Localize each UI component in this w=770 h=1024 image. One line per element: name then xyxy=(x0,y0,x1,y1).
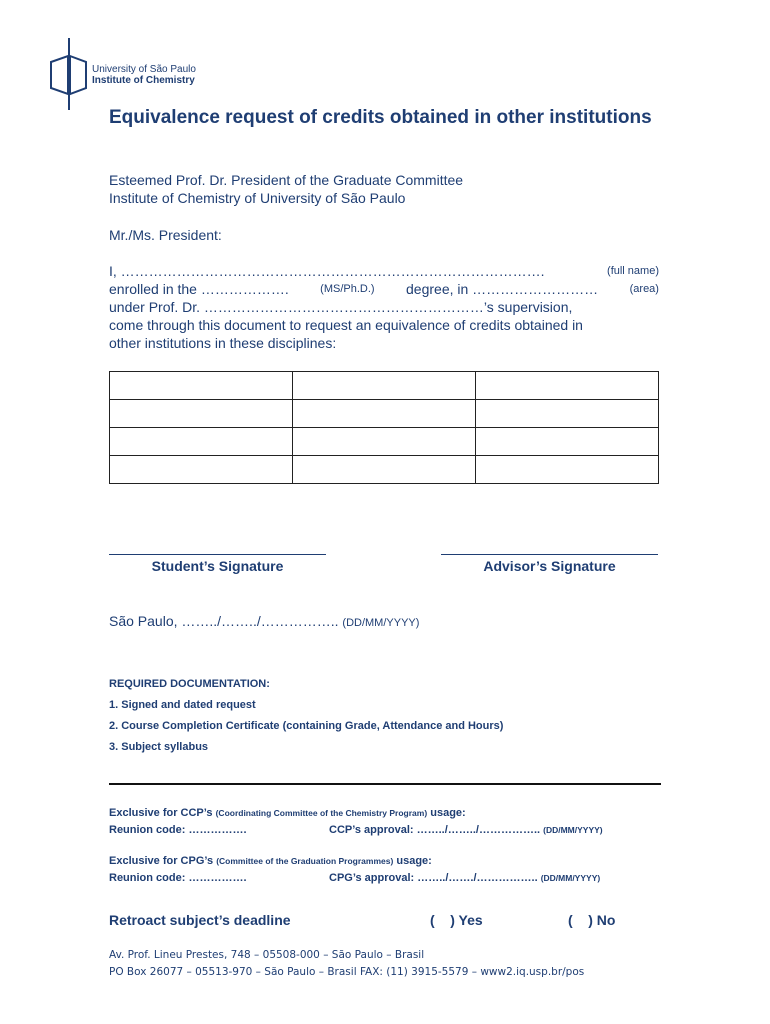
cpg-usage: usage: xyxy=(396,855,432,867)
table-cell[interactable] xyxy=(476,372,659,400)
ccp-lead: Exclusive for CCP’s xyxy=(109,807,213,819)
table-row xyxy=(110,400,659,428)
documentation-item: 2. Course Completion Certificate (containing Grade, Attendance and Hours) xyxy=(109,720,504,732)
retroact-no-option[interactable]: ( ) No xyxy=(568,912,616,928)
salutation: Mr./Ms. President: xyxy=(109,227,222,243)
institute-name: Institute of Chemistry xyxy=(92,75,195,86)
table-cell[interactable] xyxy=(293,400,476,428)
ccp-description: (Coordinating Committee of the Chemistry Program) xyxy=(215,808,428,818)
retroact-label: Retroact subject’s deadline xyxy=(109,912,291,928)
ccp-heading xyxy=(109,807,466,819)
student-signature-line[interactable] xyxy=(109,554,326,555)
table-cell[interactable] xyxy=(110,456,293,484)
area-hint: (area) xyxy=(629,283,659,295)
cpg-approval xyxy=(329,872,600,884)
addressee-line-1: Esteemed Prof. Dr. President of the Graduate Committee xyxy=(109,172,464,188)
table-cell[interactable] xyxy=(110,400,293,428)
date-field[interactable]: São Paulo, ……../……../…………….. xyxy=(109,613,339,629)
student-signature-label: Student’s Signature xyxy=(151,558,284,574)
ccp-approval xyxy=(329,824,603,836)
cpg-lead: Exclusive for CPG’s xyxy=(109,855,214,867)
degree-hint: (MS/Ph.D.) xyxy=(320,283,375,295)
table-cell[interactable] xyxy=(293,456,476,484)
request-line-name xyxy=(109,262,659,280)
cpg-approval-field[interactable]: CPG’s approval: ……../……./…………….. xyxy=(329,872,538,884)
documentation-heading: REQUIRED DOCUMENTATION: xyxy=(109,678,270,690)
footer-address: Av. Prof. Lineu Prestes, 748 – 05508-000 – São Paulo – Brasil xyxy=(109,949,425,961)
ccp-date-format: (DD/MM/YYYY) xyxy=(543,825,603,835)
advisor-signature-line[interactable] xyxy=(441,554,658,555)
degree-field[interactable]: enrolled in the ………………. xyxy=(109,281,289,297)
cpg-heading xyxy=(109,855,432,867)
footer-contact: PO Box 26077 – 05513-970 – São Paulo – Brasil FAX: (11) 3915-5579 – www2.iq.usp.br/pos xyxy=(109,966,585,978)
request-line-supervisor xyxy=(109,298,659,316)
table-row xyxy=(110,428,659,456)
documentation-item: 3. Subject syllabus xyxy=(109,741,209,753)
ccp-usage: usage: xyxy=(430,807,466,819)
full-name-field[interactable]: I, ………………………………………………………………………………. xyxy=(109,263,545,279)
table-cell[interactable] xyxy=(110,372,293,400)
table-row xyxy=(110,456,659,484)
cpg-description: (Committee of the Graduation Programmes) xyxy=(216,856,394,866)
request-line-4: come through this document to request an equivalence of credits obtained in xyxy=(109,317,583,333)
advisor-signature-label: Advisor’s Signature xyxy=(483,558,616,574)
addressee-line-2: Institute of Chemistry of University of São Paulo xyxy=(109,190,406,206)
cpg-reunion-code[interactable]: Reunion code: ……………. xyxy=(109,872,247,884)
request-line-degree xyxy=(109,280,659,298)
supervisor-field[interactable]: under Prof. Dr. ……………………………………………………’s supervision, xyxy=(109,299,573,315)
page-title: Equivalence request of credits obtained in other institutions xyxy=(109,107,652,128)
request-line-5: other institutions in these disciplines: xyxy=(109,335,337,351)
disciplines-table xyxy=(109,371,659,484)
table-row xyxy=(110,372,659,400)
ccp-approval-field[interactable]: CCP’s approval: ……../……../…………….. xyxy=(329,824,541,836)
table-cell[interactable] xyxy=(110,428,293,456)
full-name-hint: (full name) xyxy=(607,265,659,277)
date-format-hint: (DD/MM/YYYY) xyxy=(342,617,420,629)
institution-name xyxy=(92,64,196,86)
table-cell[interactable] xyxy=(476,400,659,428)
ccp-reunion-code[interactable]: Reunion code: ……………. xyxy=(109,824,247,836)
cpg-date-format: (DD/MM/YYYY) xyxy=(540,873,601,883)
retroact-yes-option[interactable]: ( ) Yes xyxy=(430,912,483,928)
table-cell[interactable] xyxy=(476,428,659,456)
documentation-item: 1. Signed and dated request xyxy=(109,699,256,711)
university-name: University of São Paulo xyxy=(92,64,196,75)
table-cell[interactable] xyxy=(476,456,659,484)
table-cell[interactable] xyxy=(293,428,476,456)
usp-iq-logo xyxy=(46,38,90,114)
section-divider xyxy=(109,783,661,785)
date-line xyxy=(109,612,419,632)
area-field[interactable]: degree, in ……………………… xyxy=(406,281,599,297)
table-cell[interactable] xyxy=(293,372,476,400)
